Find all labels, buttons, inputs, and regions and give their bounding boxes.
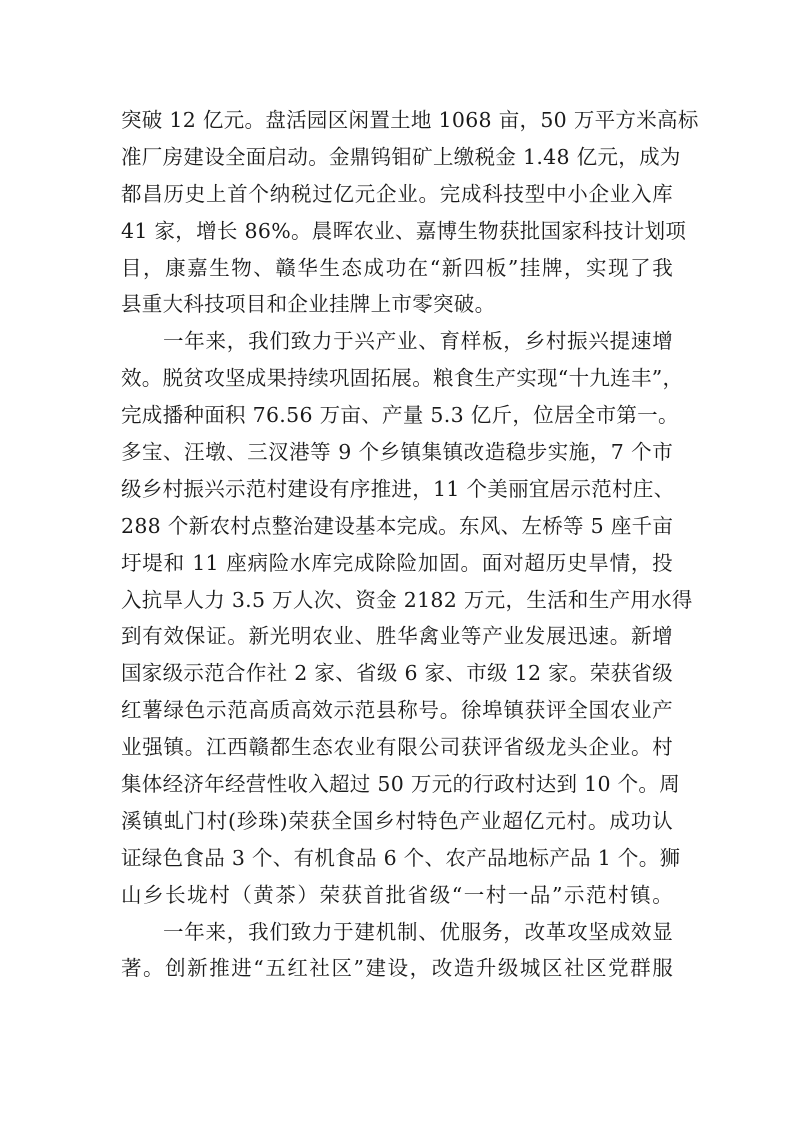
text-line: 准厂房建设全面启动。金鼎钨钼矿上缴税金 1.48 亿元，成为 — [121, 144, 681, 169]
text-line: 到有效保证。新光明农业、胜华禽业等产业发展迅速。新增 — [121, 624, 673, 649]
text-line: 41 家，增长 86%。晨晖农业、嘉博生物获批国家科技计划项 — [121, 218, 687, 243]
paragraph-3 — [121, 914, 673, 988]
text-line: 红薯绿色示范高质高效示范县称号。徐埠镇获评全国农业产 — [121, 698, 673, 723]
text-line: 证绿色食品 3 个、有机食品 6 个、农产品地标产品 1 个。狮 — [121, 845, 681, 870]
text-line: 一年来，我们致力于兴产业、育样板，乡村振兴提速增 — [163, 329, 673, 354]
paragraph-1 — [121, 102, 699, 323]
text-line: 入抗旱人力 3.5 万人次、资金 2182 万元，生活和生产用水得 — [121, 587, 693, 612]
text-line: 县重大科技项目和企业挂牌上市零突破。 — [121, 292, 496, 317]
text-line: 溪镇虬门村(珍珠)荣获全国乡村特色产业超亿元村。成功认 — [121, 808, 673, 833]
text-line: 著。创新推进“五红社区”建设，改造升级城区社区党群服 — [121, 956, 673, 981]
text-line: 级乡村振兴示范村建设有序推进，11 个美丽宜居示范村庄、 — [121, 476, 675, 501]
paragraph-2 — [121, 323, 693, 913]
text-line: 山乡长垅村（黄茶）荣获首批省级“一村一品”示范村镇。 — [121, 882, 673, 907]
text-line: 业强镇。江西赣都生态农业有限公司获评省级龙头企业。村 — [121, 735, 673, 760]
text-line: 效。脱贫攻坚成果持续巩固拓展。粮食生产实现“十九连丰”， — [121, 366, 684, 391]
text-line: 圩堤和 11 座病险水库完成除险加固。面对超历史旱情，投 — [121, 550, 673, 575]
text-line: 目，康嘉生物、赣华生态成功在“新四板”挂牌，实现了我 — [121, 255, 673, 280]
text-line: 集体经济年经营性收入超过 50 万元的行政村达到 10 个。周 — [121, 772, 681, 797]
text-line: 多宝、汪墩、三汊港等 9 个乡镇集镇改造稳步实施，7 个市 — [121, 440, 673, 465]
text-line: 都昌历史上首个纳税过亿元企业。完成科技型中小企业入库 — [121, 181, 673, 206]
document-page — [121, 102, 699, 987]
text-line: 突破 12 亿元。盘活园区闲置土地 1068 亩，50 万平方米高标 — [121, 108, 699, 132]
text-line: 完成播种面积 76.56 万亩、产量 5.3 亿斤，位居全市第一。 — [121, 403, 679, 428]
text-line: 288 个新农村点整治建设基本完成。东风、左桥等 5 座千亩 — [121, 513, 674, 538]
text-line: 国家级示范合作社 2 家、省级 6 家、市级 12 家。荣获省级 — [121, 661, 673, 686]
text-line: 一年来，我们致力于建机制、优服务，改革攻坚成效显 — [163, 919, 673, 944]
